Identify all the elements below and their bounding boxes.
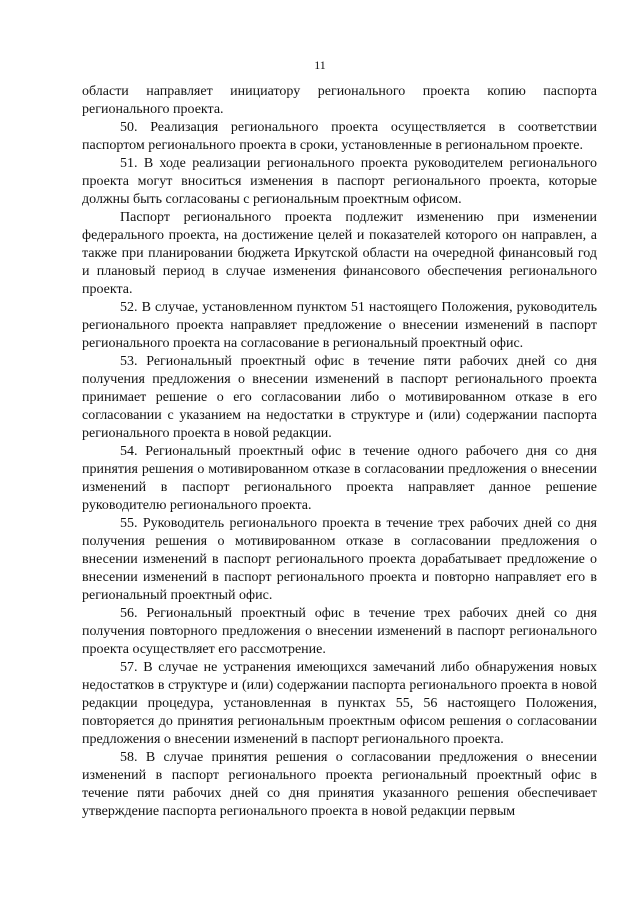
paragraph-continuation: области направляет инициатору регионального проекта копию паспорта регионального проекта. [82,84,597,117]
paragraph-57: 57. В случае не устранения имеющихся замечаний либо обнаружения новых недостатков в структуре и (или) содержании паспорта регионального проекта в новой редакции процедура, установленная в пунктах 55, 56 настоящего Положения, повторяется до принятия региональным проектным офисом решения о согласовании предложения о внесении изменений в паспорт регионального проекта. [82,660,597,747]
paragraph-55: 55. Руководитель регионального проекта в течение трех рабочих дней со дня получения решения о мотивированном отказе в согласовании предложения о внесении изменений в паспорт регионального проекта дорабатывает предложение о внесении изменений в паспорт регионального проекта и повторно направляет его в региональный проектный офис. [82,516,597,603]
paragraph-53: 53. Региональный проектный офис в течение пяти рабочих дней со дня получения предложения о внесении изменений в паспорт регионального проекта принимает решение о его согласовании либо о мотивированном отказе в его согласовании с указанием на недостатки в структуре и (или) содержании паспорта регионального проекта в новой редакции. [82,354,597,441]
page-number: 11 [314,58,326,72]
paragraph-51-passport-changes: Паспорт регионального проекта подлежит изменению при изменении федерального проекта, на достижение целей и показателей которого он направлен, а также при планировании бюджета Иркутской области на очередной финансовый год и плановый период в случае изменения финансового обеспечения регионального проекта. [82,210,597,297]
paragraph-51: 51. В ходе реализации регионального проекта руководителем регионального проекта могут вноситься изменения в паспорт регионального проекта, которые должны быть согласованы с региональным проектным офисом. [82,156,597,207]
paragraph-54: 54. Региональный проектный офис в течение одного рабочего дня со дня принятия решения о мотивированном отказе в согласовании предложения о внесении изменений в паспорт регионального проекта направляет данное решение руководителю регионального проекта. [82,444,597,513]
paragraph-50: 50. Реализация регионального проекта осуществляется в соответствии паспортом регионального проекта в сроки, установленные в региональном проекте. [82,120,597,153]
paragraph-52: 52. В случае, установленном пунктом 51 настоящего Положения, руководитель регионального проекта направляет предложение о внесении изменений в паспорт регионального проекта на согласование в региональный проектный офис. [82,300,597,351]
document-body [82,83,597,821]
paragraph-58: 58. В случае принятия решения о согласовании предложения о внесении изменений в паспорт регионального проекта региональный проектный офис в течение пяти рабочих дней со дня принятия указанного решения обеспечивает утверждение паспорта регионального проекта в новой редакции первым [82,750,597,819]
paragraph-56: 56. Региональный проектный офис в течение трех рабочих дней со дня получения повторного предложения о внесении изменений в паспорт регионального проекта осуществляет его рассмотрение. [82,606,597,657]
